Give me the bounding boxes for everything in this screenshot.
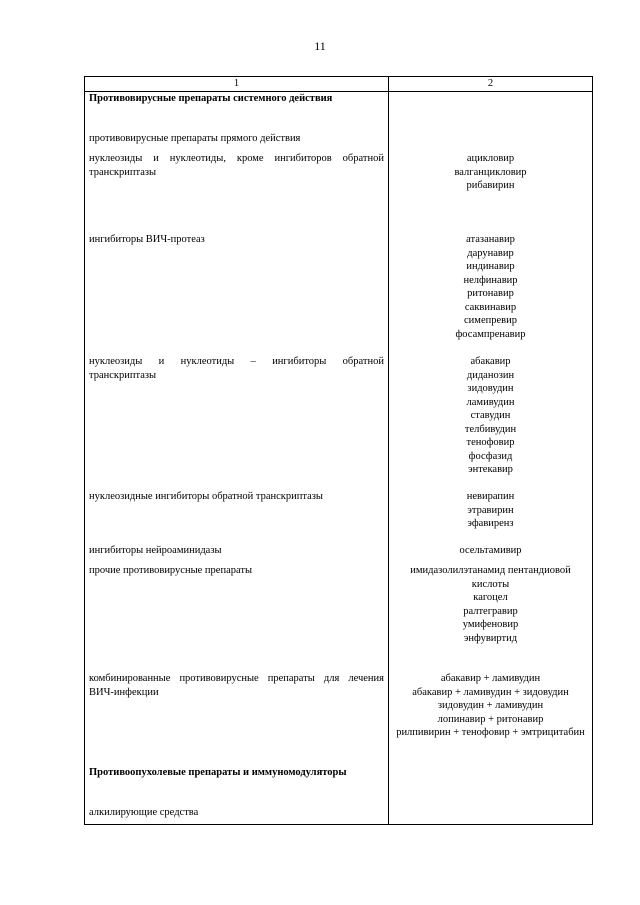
drug-list-cell — [389, 806, 593, 825]
category-label: ингибиторы нейроаминидазы — [89, 545, 222, 556]
table-row — [85, 806, 593, 825]
drug-name: саквинавир — [464, 301, 517, 313]
table-header-row — [85, 77, 593, 92]
category-cell — [85, 355, 389, 490]
table-body — [85, 92, 593, 825]
drug-name: энфувиртид — [463, 632, 518, 644]
drug-list-cell — [389, 544, 593, 564]
drug-name: фосампренавир — [455, 328, 526, 340]
section-heading: Противовирусные препараты системного действия — [89, 93, 333, 104]
page-number: 11 — [314, 39, 326, 53]
category-cell — [85, 152, 389, 233]
category-cell — [85, 806, 389, 825]
table-row — [85, 490, 593, 544]
drug-list-cell — [389, 132, 593, 152]
drug-name: рибавирин — [466, 180, 515, 191]
drug-name: симепревир — [464, 315, 517, 326]
category-cell — [85, 672, 389, 766]
drug-name: дарунавир — [467, 247, 514, 259]
drug-name: ритонавир — [467, 288, 514, 299]
drug-name: ралтегравир — [463, 605, 518, 617]
drug-name: валганцикловир — [454, 166, 527, 178]
section-heading: Противоопухолевые препараты и иммуномодуляторы — [89, 767, 347, 778]
drug-name: имидазолилэтанамид пентандиовой кислоты — [410, 565, 571, 590]
category-label: алкилирующие средства — [89, 807, 199, 818]
category-label: противовирусные препараты прямого действия — [89, 133, 301, 144]
table-row — [85, 564, 593, 672]
drug-name: невирапин — [466, 491, 515, 502]
table-row — [85, 132, 593, 152]
table-row — [85, 672, 593, 766]
drug-name: энтекавир — [468, 464, 513, 475]
drug-name: осельтамивир — [459, 545, 522, 556]
drug-name: рилпивирин + тенофовир + эмтрицитабин — [396, 727, 585, 738]
drug-name: зидовудин — [467, 383, 514, 394]
table-row — [85, 355, 593, 490]
category-cell — [85, 233, 389, 355]
drug-list-cell — [389, 564, 593, 672]
drug-name: ставудин — [470, 410, 511, 421]
drug-name: атазанавир — [466, 234, 515, 245]
section-heading-cell — [85, 92, 389, 133]
drug-list-cell — [389, 233, 593, 355]
table-row — [85, 92, 593, 133]
category-label: нуклеозидные ингибиторы обратной транскриптазы — [89, 491, 323, 502]
drug-list-cell — [389, 490, 593, 544]
drug-name: эфавиренз — [467, 518, 514, 529]
table-row — [85, 766, 593, 806]
drug-list-cell — [389, 92, 593, 133]
table-row — [85, 233, 593, 355]
drug-name: лопинавир + ритонавир — [437, 713, 544, 725]
drug-name: тенофовир — [466, 437, 515, 448]
category-cell — [85, 564, 389, 672]
drug-name: нелфинавир — [463, 274, 518, 286]
drug-table — [84, 76, 593, 825]
category-label: комбинированные противовирусные препараты для лечения ВИЧ-инфекции — [89, 673, 384, 698]
section-heading-cell — [85, 766, 389, 806]
drug-name: умифеновир — [462, 619, 519, 630]
drug-list-cell — [389, 766, 593, 806]
category-cell — [85, 544, 389, 564]
category-label: прочие противовирусные препараты — [89, 565, 253, 576]
table-row — [85, 152, 593, 233]
drug-name: диданозин — [466, 369, 515, 381]
drug-name: абакавир + ламивудин + зидовудин — [412, 686, 569, 698]
drug-name: ацикловир — [466, 153, 515, 164]
drug-list-cell — [389, 355, 593, 490]
drug-name: кагоцел — [473, 592, 508, 603]
drug-name: ламивудин — [466, 396, 515, 408]
drug-name: этравирин — [467, 504, 514, 516]
table-row — [85, 544, 593, 564]
drug-name: индинавир — [466, 261, 515, 272]
category-label: нуклеозиды и нуклеотиды, кроме ингибиторов обратной транскриптазы — [89, 153, 384, 178]
drug-list-cell — [389, 152, 593, 233]
category-label: нуклеозиды и нуклеотиды – ингибиторы обратной транскриптазы — [89, 356, 384, 381]
column-header-1: 1 — [85, 77, 389, 92]
category-label: ингибиторы ВИЧ-протеаз — [89, 234, 205, 245]
column-header-2: 2 — [389, 77, 593, 92]
drug-name: телбивудин — [464, 423, 517, 435]
drug-name: абакавир — [470, 356, 511, 367]
drug-name: фосфазид — [468, 450, 513, 462]
drug-name: абакавир + ламивудин — [440, 673, 541, 684]
drug-list-cell — [389, 672, 593, 766]
drug-name: зидовудин + ламивудин — [437, 700, 544, 711]
category-cell — [85, 132, 389, 152]
category-cell — [85, 490, 389, 544]
